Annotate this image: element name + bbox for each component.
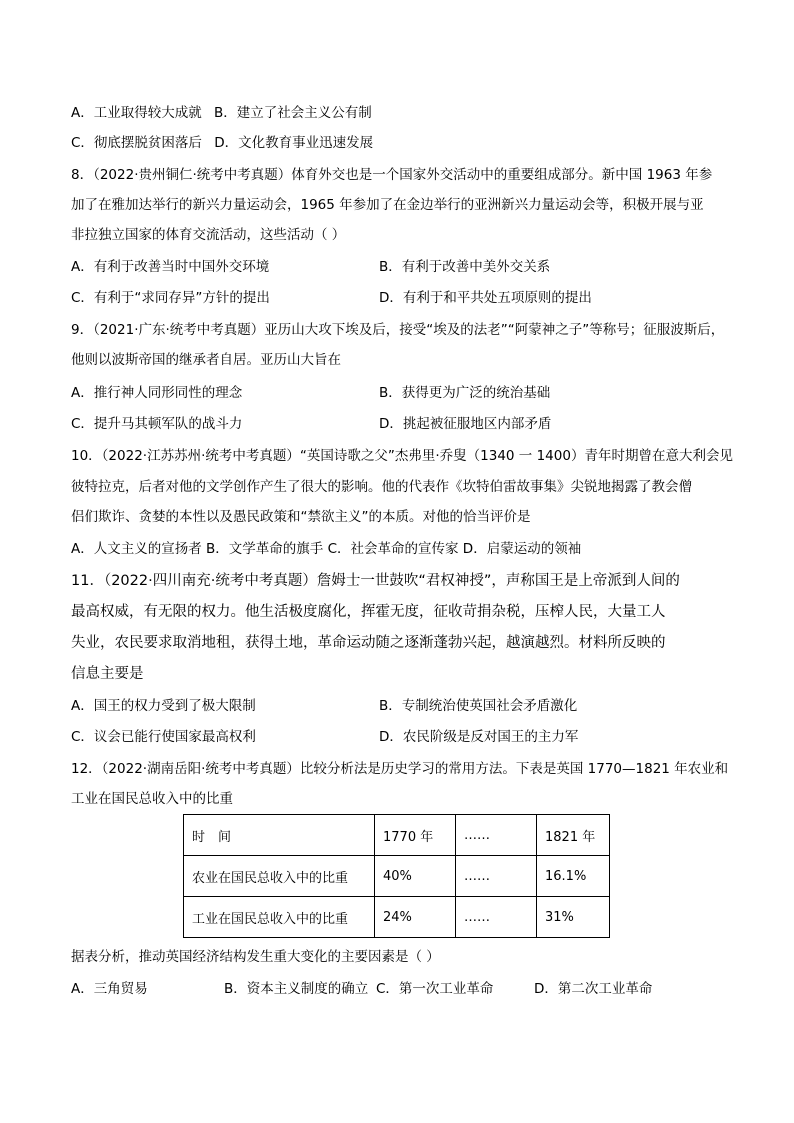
q11-option-b[interactable]: B．专制统治使英国社会矛盾激化 [379,698,578,714]
q7-option-c[interactable]: C．彻底摆脱贫困落后 [71,135,202,151]
q8-option-a[interactable]: A．有利于改善当时中国外交环境 [71,259,270,275]
q10-stem-line-3: 侣们欺诈、贪婪的本性以及愚民政策和“禁欲主义”的本质。对他的恰当评价是 [71,509,531,525]
table-cell: 农业在国民总收入中的比重 [184,856,375,897]
q12-data-table [183,814,610,938]
table-header-cell: 时 间 [184,815,375,856]
q9-option-b[interactable]: B．获得更为广泛的统治基础 [379,385,551,401]
q12-option-a[interactable]: A．三角贸易 [71,981,148,997]
table-cell: 31% [537,897,610,938]
table-row [184,856,610,897]
q7-option-a[interactable]: A．工业取得较大成就 [71,105,202,121]
q11-stem-line-2: 最高权威，有无限的权力。他生活极度腐化，挥霍无度，征收苛捐杂税，压榨人民，大量工人 [71,604,666,620]
q8-stem-line-1: 8．（2022·贵州铜仁·统考中考真题）体育外交也是一个国家外交活动中的重要组成部分。新中国 1963 年参 [71,167,713,183]
q9-stem-line-1: 9．（2021·广东·统考中考真题）亚历山大攻下埃及后，接受“埃及的法老”“阿蒙神之子”等称号；征服波斯后， [71,322,725,338]
q10-stem-line-1: 10．（2022·江苏苏州·统考中考真题）“英国诗歌之父”杰弗里·乔叟（1340 一 1400）青年时期曾在意大利会见 [71,448,733,464]
q9-option-c[interactable]: C．提升马其顿军队的战斗力 [71,416,243,432]
q9-option-a[interactable]: A．推行神人同形同性的理念 [71,385,243,401]
table-header-cell: 1821 年 [537,815,610,856]
q10-stem-line-2: 彼特拉克，后者对他的文学创作产生了很大的影响。他的代表作《坎特伯雷故事集》尖锐地揭露了教会僧 [71,479,692,495]
q11-option-d[interactable]: D．农民阶级是反对国王的主力军 [379,729,579,745]
table-cell: …… [456,897,537,938]
table-cell: 40% [375,856,456,897]
table-header-cell: 1770 年 [375,815,456,856]
q12-option-b[interactable]: B．资本主义制度的确立 [224,981,369,997]
q7-options-row-1 [71,104,372,122]
table-header-cell: …… [456,815,537,856]
q7-option-d[interactable]: D．文化教育事业迅速发展 [214,135,374,151]
q7-options-row-2 [71,134,373,152]
q11-stem-line-4: 信息主要是 [71,666,144,682]
q8-option-b[interactable]: B．有利于改善中美外交关系 [379,259,551,275]
q11-option-a[interactable]: A．国王的权力受到了极大限制 [71,698,256,714]
q9-stem-line-2: 他则以波斯帝国的继承者自居。亚历山大旨在 [71,352,341,368]
q12-stem-line-2: 工业在国民总收入中的比重 [71,791,233,807]
q11-option-c[interactable]: C．议会已能行使国家最高权利 [71,729,256,745]
q8-option-c[interactable]: C．有利于“求同存异”方针的提出 [71,290,270,306]
q11-stem-line-3: 失业，农民要求取消地租，获得土地，革命运动随之逐渐蓬勃兴起，越演越烈。材料所反映的 [71,635,666,651]
q8-option-d[interactable]: D．有利于和平共处五项原则的提出 [379,290,592,306]
table-cell: 24% [375,897,456,938]
q7-option-b[interactable]: B．建立了社会主义公有制 [214,105,372,121]
table-cell: 16.1% [537,856,610,897]
table-cell: …… [456,856,537,897]
table-row [184,897,610,938]
q8-stem-line-2: 加了在雅加达举行的新兴力量运动会，1965 年参加了在金边举行的亚洲新兴力量运动会等，积极开展与亚 [71,197,704,213]
q10-options[interactable]: A．人文主义的宣扬者 B．文学革命的旗手 C．社会革命的宣传家 D．启蒙运动的领袖 [71,541,582,557]
q12-option-c[interactable]: C．第一次工业革命 [376,981,494,997]
table-header-row [184,815,610,856]
q12-stem-line-1: 12．（2022·湖南岳阳·统考中考真题）比较分析法是历史学习的常用方法。下表是英国 1770—1821 年农业和 [71,761,729,777]
q12-option-d[interactable]: D．第二次工业革命 [534,981,653,997]
q9-option-d[interactable]: D．挑起被征服地区内部矛盾 [379,416,552,432]
q11-stem-line-1: 11．（2022·四川南充·统考中考真题）詹姆士一世鼓吹“君权神授”，声称国王是上帝派到人间的 [71,573,680,589]
q12-question: 据表分析，推动英国经济结构发生重大变化的主要因素是（ ） [71,949,440,965]
q8-stem-line-3: 非拉独立国家的体育交流活动，这些活动（ ） [71,227,346,243]
table-cell: 工业在国民总收入中的比重 [184,897,375,938]
